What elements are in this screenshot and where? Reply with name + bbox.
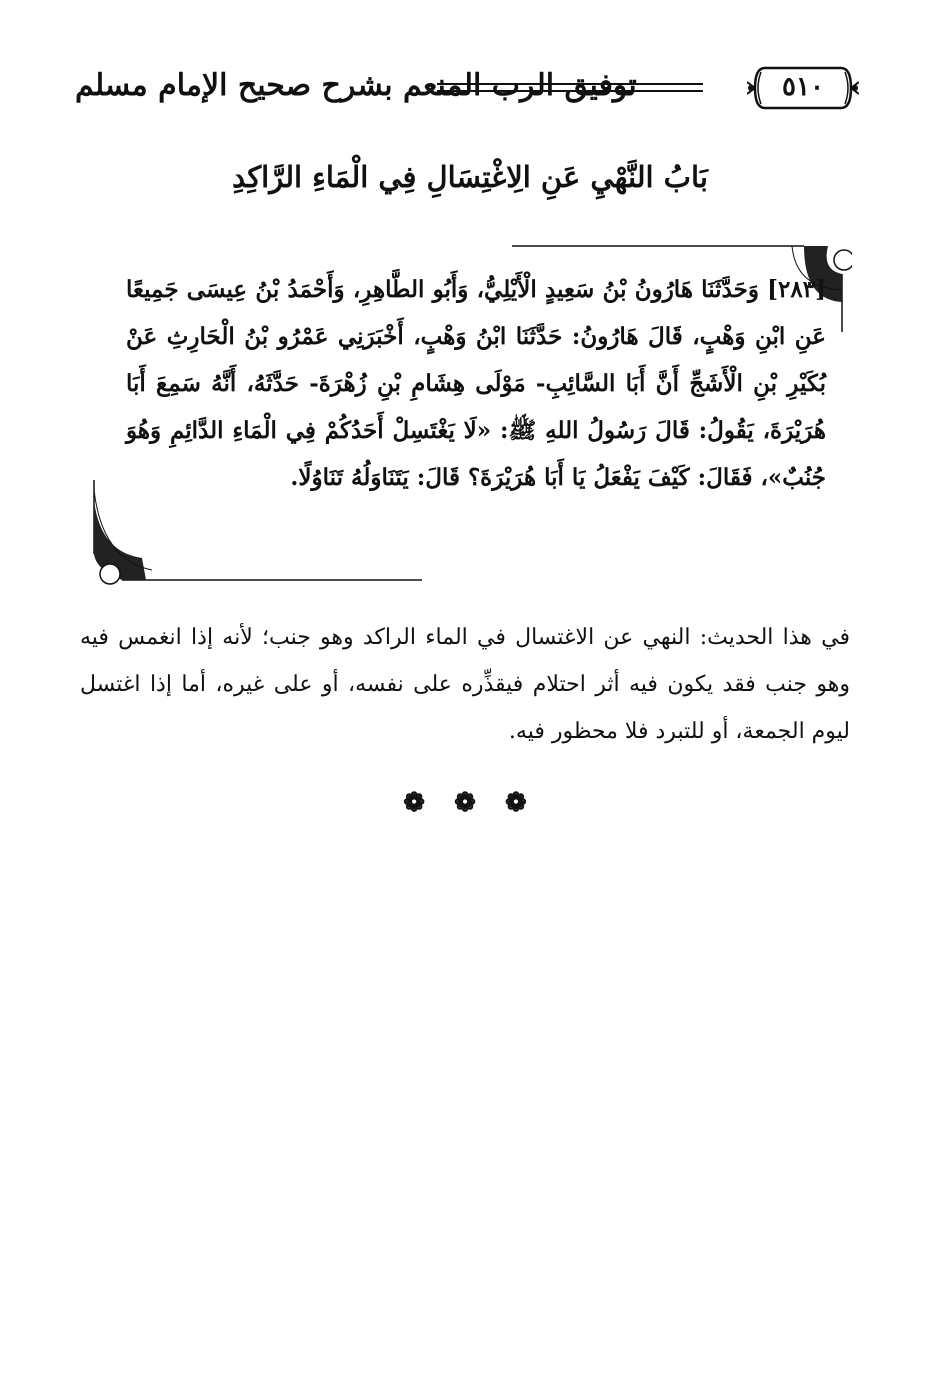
- section-divider-ornaments: ❁ ❁ ❁: [403, 788, 537, 818]
- header-rule: [437, 83, 703, 85]
- book-title: توفيق الرب المنعم بشرح صحيح الإمام مسلم: [75, 68, 637, 103]
- hadith-text: [٢٨٣] وَحَدَّثَنَا هَارُونُ بْنُ سَعِيدٍ الْأَيْلِيُّ، وَأَبُو الطَّاهِرِ، وَأَحْمَدُ بْنُ عِيسَى جَمِيعًا عَنِ ابْنِ وَهْبٍ، قَالَ هَارُونُ: حَدَّثَنَا ابْنُ وَهْبٍ، أَخْبَرَنِي عَمْرُو بْنُ الْحَارِثِ عَنْ بُكَيْرِ بْنِ الْأَشَجِّ أَنَّ أَبَا السَّائِبِ- مَوْلَى هِشَامِ بْنِ زُهْرَةَ- حَدَّثَهُ، أَنَّهُ سَمِعَ أَبَا هُرَيْرَةَ، يَقُولُ: قَالَ رَسُولُ اللهِ ﷺ: «لَا يَغْتَسِلْ أَحَدُكُمْ فِي الْمَاءِ الدَّائِمِ وَهُوَ جُنُبٌ»، فَقَالَ: كَيْفَ يَفْعَلُ يَا أَبَا هُرَيْرَةَ؟ قَالَ: يَتَنَاوَلُهُ تَنَاوُلًا.: [126, 276, 826, 491]
- commentary-paragraph: في هذا الحديث: النهي عن الاغتسال في الماء الراكد وهو جنب؛ لأنه إذا انغمس فيه وهو جنب فقد يكون فيه أثر احتلام فيقذِّره على نفسه، أو على غيره، أما إذا اغتسل ليوم الجمعة، أو للتبرد فلا محظور فيه.: [80, 625, 850, 744]
- hadith-frame: [92, 240, 852, 590]
- header-rule: [437, 90, 703, 92]
- page-number-badge: [747, 62, 859, 114]
- page-header: [75, 60, 865, 130]
- chapter-heading: بَابُ النَّهْيِ عَنِ الِاغْتِسَالِ فِي الْمَاءِ الرَّاكِدِ: [232, 160, 708, 194]
- page-number: ٥١٠: [782, 72, 824, 102]
